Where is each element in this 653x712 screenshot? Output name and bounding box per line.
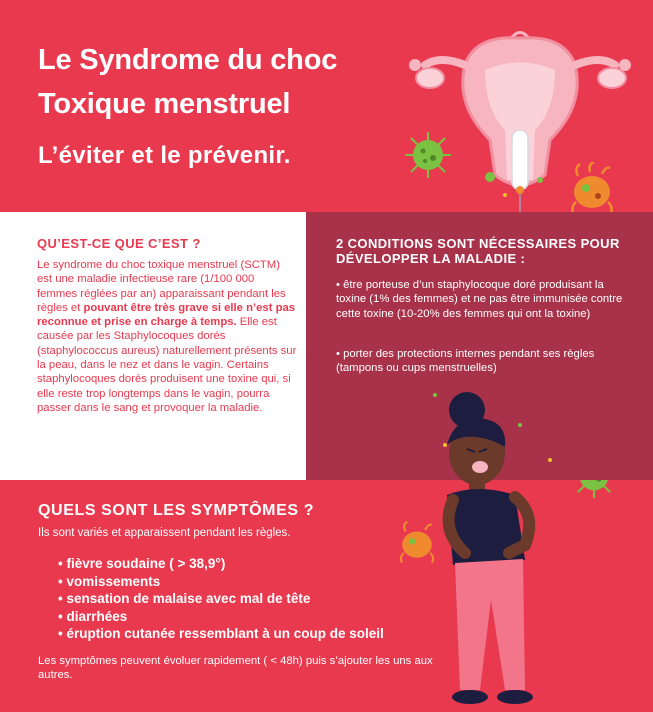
symptoms-outro: Les symptômes peuvent évoluer rapidement ( < 48h) puis s’ajouter les uns aux autres.: [38, 655, 433, 682]
what-is-it-text-1: Le syndrome du choc toxique menstruel (SCTM) est une maladie infectieuse rare (1/100 000 femmes réglées par an) apparaissant pendant les règles et: [37, 259, 286, 314]
virus-icon: [403, 130, 453, 180]
symptom-item: • sensation de malaise avec mal de tête: [58, 590, 384, 608]
symptoms-heading: QUELS SONT LES SYMPTÔMES ?: [38, 502, 315, 519]
condition-item: • être porteuse d’un staphylocoque doré produisant la toxine (1% des femmes) et ne pas être immunisée contre cette toxine (10-20% des femmes qui ont la toxine): [336, 279, 623, 320]
bacteria-icon: [480, 165, 550, 205]
what-is-it-body: [37, 258, 297, 415]
bacteria-icon: [568, 162, 616, 218]
what-is-it-heading: QU’EST-CE QUE C’EST ?: [37, 236, 201, 251]
what-is-it-bold-text: pouvant être très grave si elle n’est pas reconnue et prise en charge à temps.: [37, 301, 296, 329]
title-line-1: Le Syndrome du choc: [38, 44, 338, 76]
symptom-item: • diarrhées: [58, 608, 384, 626]
what-is-it-text-2: Elle est causée par les Staphylocoques dorés (staphylococcus aureus) naturellement présents sur la peau, dans le nez et dans le vagin. Certains staphylocoques dorés produisent une toxine qui, si elle reste trop longtemps dans le vagin, pourra passer dans le sang et provoquer la maladie.: [37, 316, 297, 414]
subtitle: L’éviter et le prévenir.: [38, 142, 291, 169]
conditions-heading: 2 CONDITIONS SONT NÉCESSAIRES POUR DÉVELOPPER LA MALADIE :: [336, 236, 620, 266]
symptom-item: • fièvre soudaine ( > 38,9°): [58, 555, 384, 573]
symptoms-intro: Ils sont variés et apparaissent pendant les règles.: [38, 527, 291, 539]
symptom-item: • éruption cutanée ressemblant à un coup de soleil: [58, 625, 384, 643]
title-line-2: Toxique menstruel: [38, 88, 291, 120]
symptom-item: • vomissements: [58, 573, 384, 591]
condition-item: • porter des protections internes pendant ses règles (tampons ou cups menstruelles): [336, 348, 595, 375]
symptoms-list: [58, 555, 384, 643]
